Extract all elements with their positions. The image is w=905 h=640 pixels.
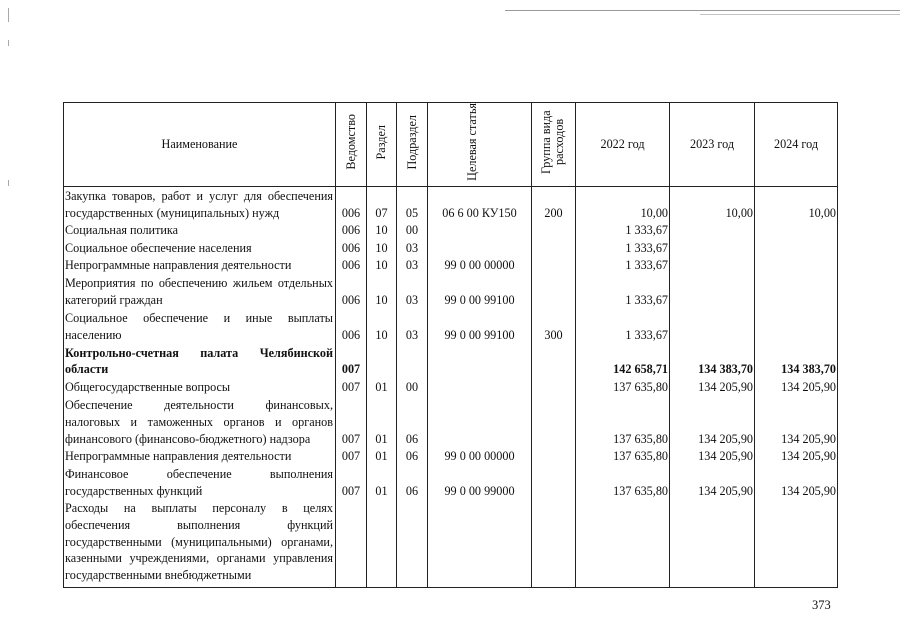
cell-ved: 007 — [336, 465, 367, 500]
scan-artifact-line — [700, 14, 900, 15]
cell-raz: 01 — [367, 378, 397, 395]
cell-ved: 007 — [336, 378, 367, 395]
table-body — [64, 186, 838, 587]
cell-name: Обеспечение деятельности финансовых, налоговых и таможенных органов и органов финансового (финансово-бюджетного) надзора — [64, 396, 336, 448]
cell-y3: 134 383,70 — [755, 343, 838, 378]
table-header — [64, 103, 838, 187]
cell-y1 — [576, 500, 670, 588]
cell-raz: 07 — [367, 186, 397, 221]
cell-cel — [428, 396, 532, 448]
cell-raz — [367, 343, 397, 378]
cell-raz: 10 — [367, 274, 397, 309]
cell-raz: 10 — [367, 309, 397, 344]
header-year-2022: 2022 год — [576, 103, 670, 187]
cell-cel — [428, 378, 532, 395]
cell-ved: 007 — [336, 343, 367, 378]
table-row — [64, 274, 838, 309]
cell-y3: 134 205,90 — [755, 396, 838, 448]
cell-y2: 10,00 — [670, 186, 755, 221]
header-celevaya-statya: Целевая статья — [428, 103, 532, 187]
cell-ved: 006 — [336, 274, 367, 309]
cell-ved: 006 — [336, 309, 367, 344]
table-row — [64, 396, 838, 448]
cell-cel: 99 0 00 99100 — [428, 274, 532, 309]
header-podrazdel: Подраздел — [397, 103, 428, 187]
cell-y3 — [755, 274, 838, 309]
cell-y1: 142 658,71 — [576, 343, 670, 378]
table-row — [64, 256, 838, 273]
cell-name: Контрольно-счетная палата Челябинской области — [64, 343, 336, 378]
cell-cel — [428, 222, 532, 239]
table-row — [64, 448, 838, 465]
table-row — [64, 343, 838, 378]
cell-pod: 03 — [397, 309, 428, 344]
table-row — [64, 378, 838, 395]
table-row — [64, 186, 838, 221]
cell-y3: 134 205,90 — [755, 465, 838, 500]
cell-y1: 137 635,80 — [576, 378, 670, 395]
cell-ved: 007 — [336, 396, 367, 448]
cell-ved: 006 — [336, 186, 367, 221]
cell-cel — [428, 343, 532, 378]
cell-y1: 137 635,80 — [576, 448, 670, 465]
cell-y2: 134 205,90 — [670, 378, 755, 395]
cell-ved: 006 — [336, 239, 367, 256]
cell-pod: 06 — [397, 448, 428, 465]
cell-gr — [532, 448, 576, 465]
cell-y2: 134 205,90 — [670, 396, 755, 448]
table-row — [64, 500, 838, 588]
cell-y3 — [755, 239, 838, 256]
cell-cel: 99 0 00 00000 — [428, 448, 532, 465]
cell-y1: 1 333,67 — [576, 256, 670, 273]
cell-y2 — [670, 222, 755, 239]
cell-y3 — [755, 256, 838, 273]
cell-ved: 007 — [336, 448, 367, 465]
cell-gr — [532, 274, 576, 309]
scan-artifact-line — [505, 10, 900, 11]
table-row — [64, 465, 838, 500]
scan-artifact-mark — [8, 180, 9, 186]
cell-gr — [532, 222, 576, 239]
cell-cel — [428, 500, 532, 588]
header-vedomstvo: Ведомство — [336, 103, 367, 187]
cell-raz: 10 — [367, 256, 397, 273]
cell-cel — [428, 239, 532, 256]
cell-y3 — [755, 500, 838, 588]
page-number: 373 — [812, 598, 831, 612]
cell-raz: 01 — [367, 448, 397, 465]
cell-pod: 06 — [397, 465, 428, 500]
cell-pod: 03 — [397, 256, 428, 273]
cell-raz — [367, 500, 397, 588]
cell-y3: 134 205,90 — [755, 378, 838, 395]
header-year-2023: 2023 год — [670, 103, 755, 187]
cell-name: Закупка товаров, работ и услуг для обеспечения государственных (муниципальных) нужд — [64, 186, 336, 221]
cell-pod: 03 — [397, 274, 428, 309]
cell-gr — [532, 343, 576, 378]
cell-raz: 01 — [367, 396, 397, 448]
cell-gr — [532, 500, 576, 588]
cell-pod — [397, 343, 428, 378]
cell-name: Социальное обеспечение и иные выплаты населению — [64, 309, 336, 344]
cell-y1: 1 333,67 — [576, 239, 670, 256]
cell-pod: 00 — [397, 378, 428, 395]
cell-y1: 137 635,80 — [576, 396, 670, 448]
cell-y2: 134 383,70 — [670, 343, 755, 378]
cell-cel: 06 6 00 КУ150 — [428, 186, 532, 221]
cell-gr — [532, 239, 576, 256]
cell-y3 — [755, 222, 838, 239]
cell-y3 — [755, 309, 838, 344]
cell-y1: 1 333,67 — [576, 222, 670, 239]
cell-name: Социальная политика — [64, 222, 336, 239]
cell-cel: 99 0 00 99000 — [428, 465, 532, 500]
cell-y1: 137 635,80 — [576, 465, 670, 500]
header-name: Наименование — [64, 103, 336, 187]
scan-artifact-mark — [8, 40, 9, 46]
cell-gr — [532, 378, 576, 395]
cell-y1: 1 333,67 — [576, 274, 670, 309]
cell-cel: 99 0 00 00000 — [428, 256, 532, 273]
cell-pod: 00 — [397, 222, 428, 239]
cell-cel: 99 0 00 99100 — [428, 309, 532, 344]
header-year-2024: 2024 год — [755, 103, 838, 187]
cell-pod: 03 — [397, 239, 428, 256]
cell-y2 — [670, 239, 755, 256]
cell-y2: 134 205,90 — [670, 448, 755, 465]
cell-pod — [397, 500, 428, 588]
cell-name: Общегосударственные вопросы — [64, 378, 336, 395]
cell-pod: 06 — [397, 396, 428, 448]
cell-gr: 300 — [532, 309, 576, 344]
cell-y2 — [670, 500, 755, 588]
cell-y3: 10,00 — [755, 186, 838, 221]
cell-name: Расходы на выплаты персоналу в целях обеспечения выполнения функций государственными (муниципальными) органами, казенными учреждениями, органами управления государственными внебюджетными — [64, 500, 336, 588]
cell-y1: 10,00 — [576, 186, 670, 221]
cell-name: Финансовое обеспечение выполнения государственных функций — [64, 465, 336, 500]
cell-y3: 134 205,90 — [755, 448, 838, 465]
cell-raz: 01 — [367, 465, 397, 500]
cell-y1: 1 333,67 — [576, 309, 670, 344]
scan-artifact-mark — [8, 8, 9, 22]
cell-y2: 134 205,90 — [670, 465, 755, 500]
cell-gr — [532, 256, 576, 273]
header-gruppa-vida-raskhodov: Группа вида расходов — [532, 103, 576, 187]
cell-y2 — [670, 274, 755, 309]
budget-table — [63, 102, 838, 588]
header-razdel: Раздел — [367, 103, 397, 187]
table-row — [64, 239, 838, 256]
cell-y2 — [670, 309, 755, 344]
cell-pod: 05 — [397, 186, 428, 221]
cell-name: Мероприятия по обеспечению жильем отдельных категорий граждан — [64, 274, 336, 309]
cell-ved — [336, 500, 367, 588]
cell-raz: 10 — [367, 239, 397, 256]
cell-name: Непрограммные направления деятельности — [64, 448, 336, 465]
table-row — [64, 222, 838, 239]
cell-ved: 006 — [336, 222, 367, 239]
cell-name: Непрограммные направления деятельности — [64, 256, 336, 273]
cell-name: Социальное обеспечение населения — [64, 239, 336, 256]
cell-y2 — [670, 256, 755, 273]
cell-raz: 10 — [367, 222, 397, 239]
cell-gr — [532, 465, 576, 500]
table-row — [64, 309, 838, 344]
cell-ved: 006 — [336, 256, 367, 273]
cell-gr: 200 — [532, 186, 576, 221]
cell-gr — [532, 396, 576, 448]
